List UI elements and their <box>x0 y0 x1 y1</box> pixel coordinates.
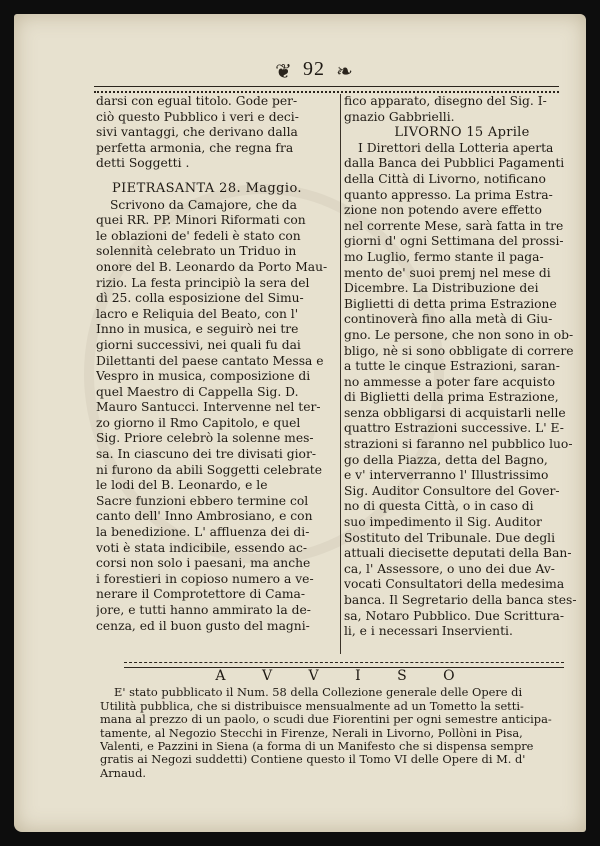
text-line: voti è stata indicibile, essendo ac- <box>96 540 308 555</box>
text-line: Utilità pubblica, che si distribuisce mensualmente ad un Tometto la setti- <box>100 699 524 713</box>
text-line: le oblazioni de' fedeli è stato con <box>96 228 301 243</box>
text-line: corsi non solo i paesani, ma anche <box>96 556 311 571</box>
header-rule <box>94 86 559 93</box>
text-line: mento de' suoi premj nel mese di <box>344 265 551 280</box>
text-line: zione non potendo avere effetto <box>344 203 542 218</box>
left-article-body <box>96 198 336 635</box>
text-line: E' stato pubblicato il Num. 58 della Collezione generale delle Opere di <box>114 686 523 700</box>
text-line: perfetta armonia, che regna fra <box>96 140 294 155</box>
page-header <box>94 54 534 90</box>
text-line: suo impedimento il Sig. Auditor <box>344 515 542 530</box>
text-line: Sig. Auditor Consultore del Gover- <box>344 483 560 498</box>
text-line: quanto appresso. La prima Estra- <box>344 187 553 202</box>
text-line: nerare il Comprotettore di Cama- <box>96 587 306 602</box>
right-article-body <box>344 141 580 640</box>
text-line: a tutte le cinque Estrazioni, saran- <box>344 359 560 374</box>
ornament-right-icon: ❧ <box>336 58 353 83</box>
text-line: continoverà fino alla metà di Giu- <box>344 312 553 327</box>
text-line: Arnaud. <box>100 766 147 780</box>
text-line: Sostituto del Tribunale. Due degli <box>344 530 556 545</box>
text-line: Valenti, e Pazzini in Siena (a forma di un Manifesto che si dispensa sempre <box>100 740 534 754</box>
text-line: no di questa Città, o in caso di <box>344 499 534 514</box>
text-line: quattro Estrazioni successive. L' E- <box>344 421 564 436</box>
text-line: solennità celebrato un Triduo in <box>96 244 297 259</box>
text-line: della Città di Livorno, notificano <box>344 171 546 186</box>
text-line: vocati Consultatori della medesima <box>344 577 565 592</box>
text-line: sa. In ciascuno dei tre divisati gior- <box>96 447 316 462</box>
text-line: ca, l' Assessore, o uno dei due Av- <box>344 561 555 576</box>
text-line: quei RR. PP. Minori Riformati con <box>96 213 306 228</box>
text-line: li, e i necessari Inservienti. <box>344 624 513 639</box>
ornament-left-icon: ❦ <box>275 58 292 83</box>
text-line: no ammesse a poter fare acquisto <box>344 374 556 389</box>
text-line: giorni successivi, nei quali fu dai <box>96 337 301 352</box>
text-line: Mauro Santucci. Intervenne nel ter- <box>96 400 321 415</box>
column-divider <box>340 94 341 654</box>
text-line: Scrivono da Camajore, che da <box>110 197 297 212</box>
text-line: gnazio Gabbrielli. <box>344 109 455 124</box>
text-line: Sacre funzioni ebbero termine col <box>96 493 309 508</box>
text-line: le lodi del B. Leonardo, e le <box>96 478 268 493</box>
text-line: zo giorno il Rmo Capitolo, e quel <box>96 415 301 430</box>
text-line: i forestieri in copioso numero a ve- <box>96 571 314 586</box>
right-intro-text <box>344 94 580 125</box>
text-line: sivi vantaggi, che derivano dalla <box>96 125 298 140</box>
text-line: attuali diecisette deputati della Ban- <box>344 546 572 561</box>
text-line: banca. Il Segretario della banca stes- <box>344 593 577 607</box>
text-line: Vespro in musica, composizione di <box>96 369 311 384</box>
text-line: dalla Banca dei Pubblici Pagamenti <box>344 156 565 171</box>
right-column <box>344 94 580 654</box>
text-line: mana al prezzo di un paolo, o scudi due Fiorentini per ogni semestre anticipa- <box>100 713 552 727</box>
text-line: senza obbligarsi di acquistarli nelle <box>344 405 566 420</box>
notice-body <box>100 686 570 780</box>
page-number: 92 <box>303 58 325 80</box>
text-line: lacro e Reliquia del Beato, con l' <box>96 306 299 321</box>
text-line: bligo, nè si sono obbligate di correre <box>344 343 574 358</box>
text-line: strazioni si faranno nel pubblico luo- <box>344 437 573 452</box>
newspaper-page <box>14 14 586 832</box>
left-intro-text <box>96 94 336 172</box>
article-heading-pietrasanta: PIETRASANTA 28. Maggio. <box>112 180 302 196</box>
notice-title: A V V I S O <box>215 668 471 684</box>
text-line: detti Soggetti . <box>96 156 190 171</box>
text-line: nel corrente Mese, sarà fatta in tre <box>344 218 564 233</box>
text-line: dì 25. colla esposizione del Simu- <box>96 291 304 306</box>
text-line: onore del B. Leonardo da Porto Mau- <box>96 259 328 274</box>
text-line: quel Maestro di Cappella Sig. D. <box>96 384 299 399</box>
text-line: canto dell' Inno Ambrosiano, e con <box>96 509 313 524</box>
text-line: cenza, ed il buon gusto del magni- <box>96 618 310 633</box>
text-line: rizio. La festa principiò la sera del <box>96 275 310 290</box>
text-line: I Direttori della Lotteria aperta <box>358 140 554 155</box>
text-line: sa, Notaro Pubblico. Due Scrittura- <box>344 608 565 623</box>
text-line: fico apparato, disegno del Sig. I- <box>344 94 547 108</box>
text-line: Inno in musica, e seguirò nei tre <box>96 322 299 337</box>
text-line: Sig. Priore celebrò la solenne mes- <box>96 431 314 446</box>
text-line: gratis ai Negozi suddetti) Contiene questo il Tomo VI delle Opere di M. d' <box>100 753 526 767</box>
text-line: Biglietti di detta prima Estrazione <box>344 296 557 311</box>
text-line: ciò questo Pubblico i veri e deci- <box>96 109 299 124</box>
left-column <box>96 94 336 654</box>
text-line: mo Luglio, fermo stante il paga- <box>344 249 544 264</box>
text-line: darsi con egual titolo. Gode per- <box>96 94 298 108</box>
text-line: ni furono da abili Soggetti celebrate <box>96 462 323 477</box>
text-line: gno. Le persone, che non sono in ob- <box>344 327 574 342</box>
text-line: go della Piazza, detta del Bagno, <box>344 452 548 467</box>
text-line: di Biglietti della prima Estrazione, <box>344 390 559 405</box>
text-line: Dilettanti del paese cantato Messa e <box>96 353 324 368</box>
article-heading-livorno: LIVORNO 15 Aprile <box>394 125 530 141</box>
text-line: tamente, al Negozio Stecchi in Firenze, Nerali in Livorno, Pollòni in Pisa, <box>100 726 523 740</box>
text-line: Dicembre. La Distribuzione dei <box>344 281 539 296</box>
text-line: jore, e tutti hanno ammirato la de- <box>96 603 311 617</box>
text-line: la benedizione. L' affluenza dei di- <box>96 525 310 540</box>
text-line: e v' interverranno l' Illustrissimo <box>344 468 549 483</box>
text-line: giorni d' ogni Settimana del prossi- <box>344 234 564 249</box>
notice-section <box>100 670 570 780</box>
